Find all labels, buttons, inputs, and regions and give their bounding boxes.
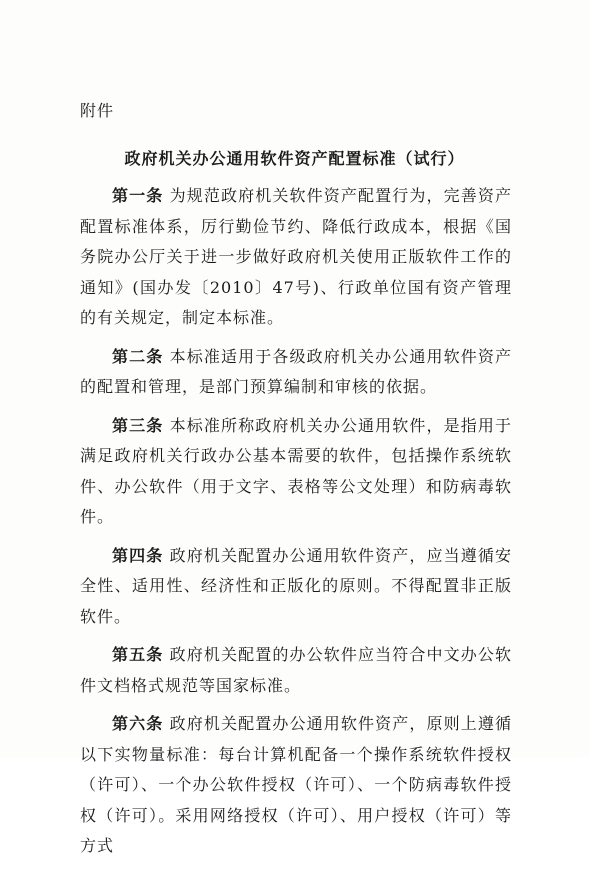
article-heading: 第一条 [112, 186, 164, 205]
article-heading: 第二条 [112, 346, 164, 366]
article-text: 政府机关配置办公通用软件资产，应当遵循安全性、适用性、经济性和正版化的原则。不得配置非正版软件。 [80, 545, 512, 626]
article-5 [80, 640, 512, 701]
article-text: 本标准所称政府机关办公通用软件，是指用于满足政府机关行政办公基本需要的软件，包括操作系统软件、办公软件（用于文字、表格等公文处理）和防病毒软件。 [80, 415, 512, 526]
document-title: 政府机关办公通用软件资产配置标准（试行） [124, 149, 465, 168]
article-6 [80, 709, 512, 862]
article-2 [80, 342, 512, 403]
article-heading: 第六条 [112, 714, 164, 733]
article-4 [80, 541, 512, 633]
article-text: 为规范政府机关软件资产配置行为，完善资产配置标准体系，厉行勤俭节约、降低行政成本，根据《国务院办公厅关于进一步做好政府机关使用正版软件工作的通知》(国办发〔2010〕47号)、行政单位国有资产管理的有关规定，制定本标准。 [80, 186, 512, 327]
article-heading: 第五条 [112, 645, 164, 664]
article-text: 政府机关配置的办公软件应当符合中文办公软件文档格式规范等国家标准。 [80, 645, 512, 695]
article-text: 本标准适用于各级政府机关办公通用软件资产的配置和管理，是部门预算编制和审核的依据。 [80, 346, 512, 396]
article-text: 政府机关配置办公通用软件资产，原则上遵循以下实物量标准：每台计算机配备一个操作系统软件授权（许可）、一个办公软件授权（许可）、一个防病毒软件授权（许可）。采用网络授权（许可）、用户授权（许可）等方式 [80, 714, 512, 855]
annex-label: 附件 [80, 101, 115, 120]
article-heading: 第四条 [112, 545, 164, 565]
article-3 [80, 411, 512, 533]
document-body [80, 181, 512, 870]
article-1 [80, 181, 512, 334]
article-heading: 第三条 [112, 415, 164, 435]
